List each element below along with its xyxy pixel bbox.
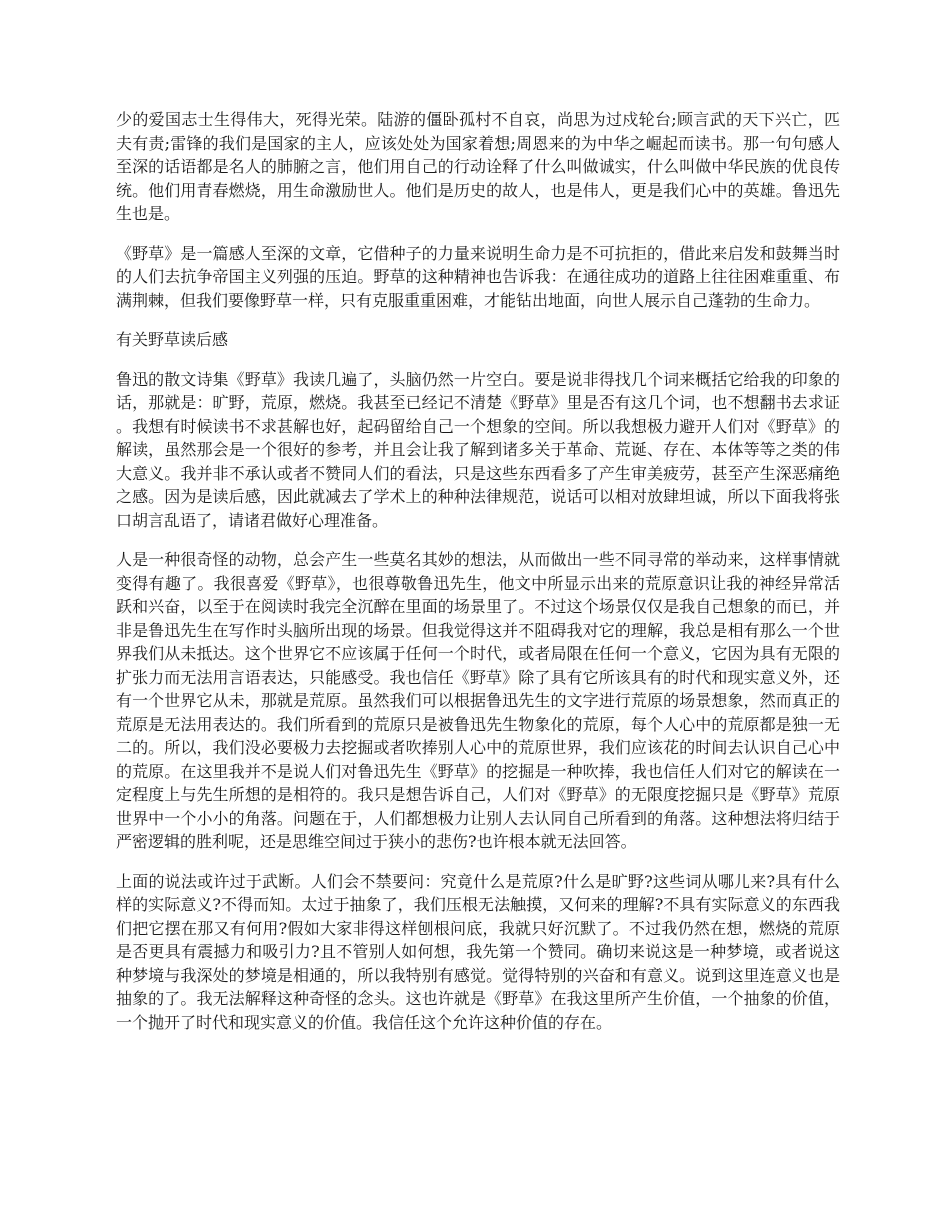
paragraph-2: 《野草》是一篇感人至深的文章，它借种子的力量来说明生命力是不可抗拒的，借此来启发和鼓舞当时的人们去抗争帝国主义列强的压迫。野草的这种精神也告诉我：在通往成功的道路上往往困难重重、布满荆棘，但我们要像野草一样，只有克服重重困难，才能钻出地面，向世人展示自己蓬勃的生命力。 — [116, 243, 840, 310]
document-body — [116, 108, 840, 1050]
paragraph-5: 上面的说法或许过于武断。人们会不禁要问：究竟什么是荒原?什么是旷野?这些词从哪儿来?具有什么样的实际意义?不得而知。太过于抽象了，我们压根无法触摸，又何来的理解?不具有实际意义的东西我们把它摆在那又有何用?假如大家非得这样刨根问底，我就只好沉默了。不过我仍然在想，燃烧的荒原是否更具有震撼力和吸引力?且不管别人如何想，我先第一个赞同。确切来说这是一种梦境，或者说这种梦境与我深处的梦境是相通的，所以我特别有感觉。觉得特别的兴奋和有意义。说到这里连意义也是抽象的了。我无法解释这种奇怪的念头。这也许就是《野草》在我这里所产生价值，一个抽象的价值，一个抛开了时代和现实意义的价值。我信任这个允许这种价值的存在。 — [116, 871, 840, 1032]
section-heading: 有关野草读后感 — [116, 330, 229, 349]
paragraph-1: 少的爱国志士生得伟大，死得光荣。陆游的僵卧孤村不自哀，尚思为过戍轮台;顾言武的天下兴亡，匹夫有责;雷锋的我们是国家的主人，应该处处为国家着想;周恩来的为中华之崛起而读书。那一句句感人至深的话语都是名人的肺腑之言，他们用自己的行动诠释了什么叫做诚实，什么叫做中华民族的优良传统。他们用青春燃烧，用生命激励世人。他们是历史的故人，也是伟人，更是我们心中的英雄。鲁迅先生也是。 — [116, 110, 840, 223]
paragraph-4: 人是一种很奇怪的动物，总会产生一些莫名其妙的想法，从而做出一些不同寻常的举动来，这样事情就变得有趣了。我很喜爱《野草》，也很尊敬鲁迅先生，他文中所显示出来的荒原意识让我的神经异常活跃和兴奋，以至于在阅读时我完全沉醉在里面的场景里了。不过这个场景仅仅是我自己想象的而已，并非是鲁迅先生在写作时头脑所出现的场景。但我觉得这并不阻碍我对它的理解，我总是相有那么一个世界我们从未抵达。这个世界它不应该属于任何一个时代，或者局限在任何一个意义，它因为具有无限的扩张力而无法用言语表达，只能感受。我也信任《野草》除了具有它所该具有的时代和现实意义外，还有一个世界它从未，那就是荒原。虽然我们可以根据鲁迅先生的文字进行荒原的场景想象，然而真正的荒原是无法用表达的。我们所看到的荒原只是被鲁迅先生物象化的荒原，每个人心中的荒原都是独一无二的。所以，我们没必要极力去挖掘或者吹捧别人心中的荒原世界，我们应该花的时间去认识自己心中的荒原。在这里我并不是说人们对鲁迅先生《野草》的挖掘是一种吹捧，我也信任人们对它的解读在一定程度上与先生所想的是相符的。我只是想告诉自己，人们对《野草》的无限度挖掘只是《野草》荒原世界中一个小小的角落。问题在于，人们都想极力让别人去认同自己所看到的角落。这种想法将归结于严密逻辑的胜利呢，还是思维空间过于狭小的悲伤?也许根本就无法回答。 — [116, 550, 840, 851]
paragraph-3: 鲁迅的散文诗集《野草》我读几遍了，头脑仍然一片空白。要是说非得找几个词来概括它给我的印象的话，那就是：旷野，荒原，燃烧。我甚至已经记不清楚《野草》里是否有这几个词，也不想翻书去求证。我想有时候读书不求甚解也好，起码留给自己一个想象的空间。所以我想极力避开人们对《野草》的解读，虽然那会是一个很好的参考，并且会让我了解到诸多关于革命、荒诞、存在、本体等等之类的伟大意义。我并非不承认或者不赞同人们的看法，只是这些东西看多了产生审美疲劳，甚至产生深恶痛绝之感。因为是读后感，因此就减去了学术上的种种法律规范，说话可以相对放肆坦诚，所以下面我将张口胡言乱语了，请诸君做好心理准备。 — [116, 369, 840, 530]
